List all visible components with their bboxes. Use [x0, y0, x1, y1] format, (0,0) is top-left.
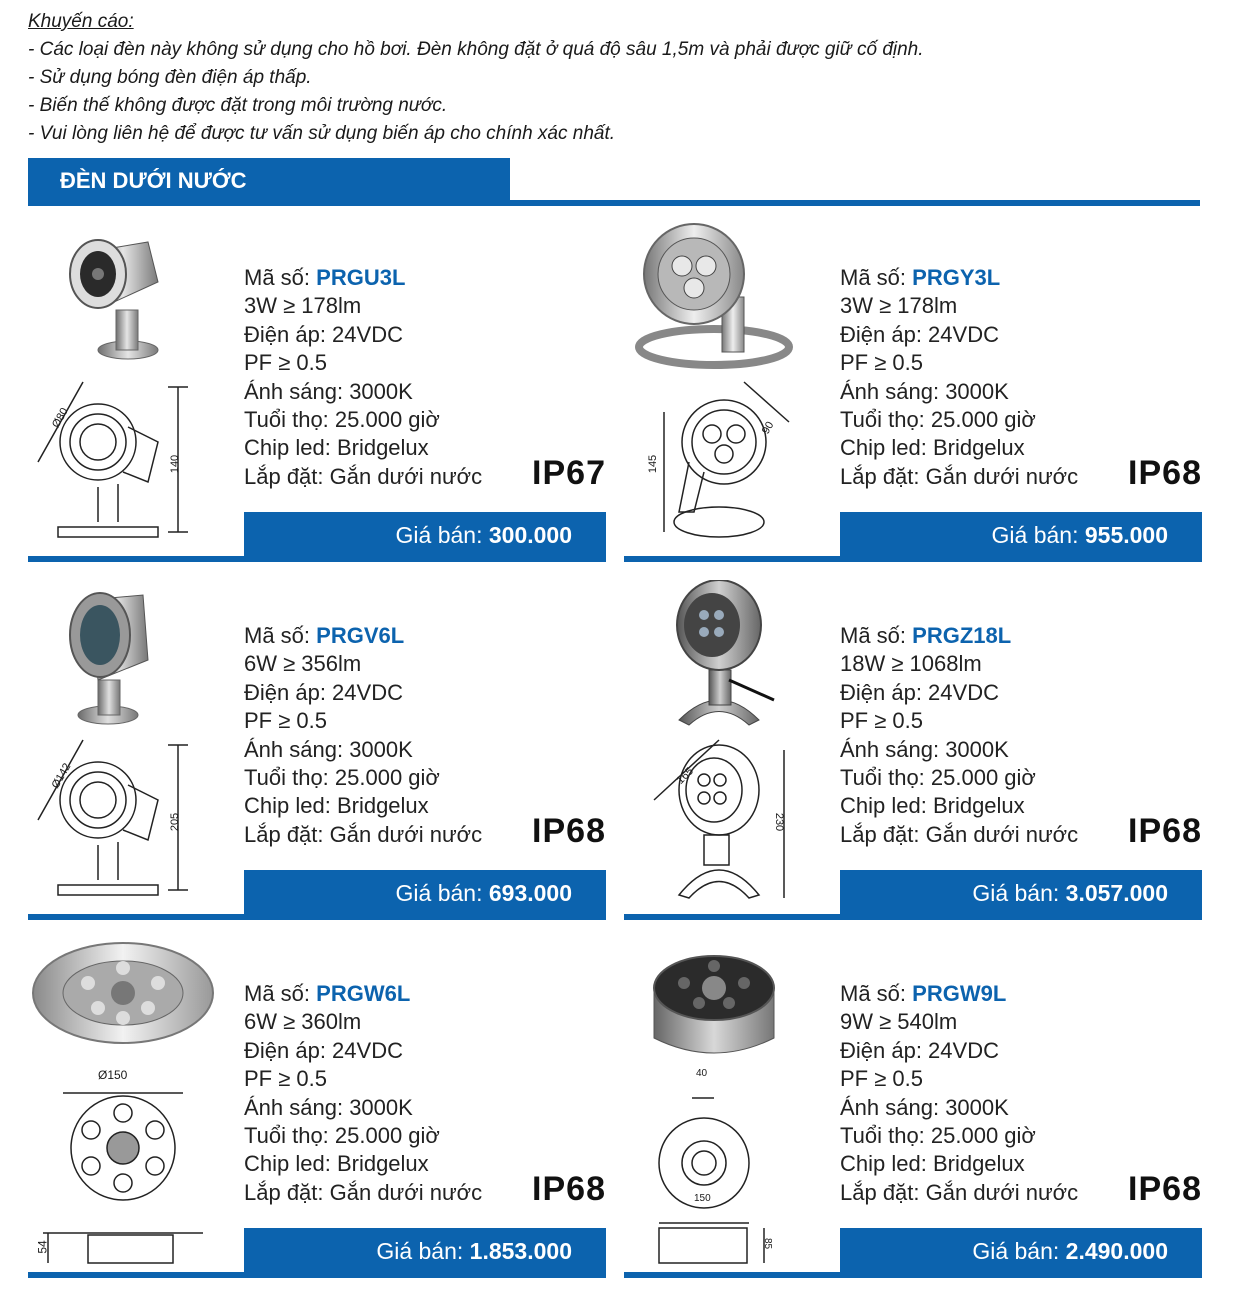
- product-code-row: [244, 264, 482, 292]
- chip-spec: Chip led: Bridgelux: [244, 435, 429, 461]
- product-specs: [840, 980, 1078, 1207]
- product-specs: [840, 264, 1078, 491]
- note-line: - Vui lòng liên hệ để được tư vấn sử dụng biến áp cho chính xác nhất.: [28, 123, 616, 144]
- dimension-label: Ø150: [98, 1068, 128, 1082]
- price-value: 1.853.000: [469, 1238, 572, 1264]
- chip-spec: Chip led: Bridgelux: [840, 1151, 1025, 1177]
- product-code: PRGZ18L: [912, 623, 1012, 648]
- ip-rating: IP68: [1128, 812, 1202, 850]
- price-bar: [244, 512, 606, 558]
- dimension-label: Ø80: [50, 405, 71, 431]
- price-value: 2.490.000: [1065, 1238, 1168, 1264]
- product-specs: [244, 264, 482, 491]
- price-value: 3.057.000: [1065, 880, 1168, 906]
- ip-rating: IP68: [1128, 1170, 1202, 1208]
- price-value: 300.000: [488, 522, 572, 548]
- dimension-label: 165: [674, 765, 696, 787]
- price-label: Giá bán:: [972, 880, 1060, 906]
- power-spec: 9W ≥ 540lm: [840, 1009, 958, 1035]
- pf-spec: PF ≥ 0.5: [244, 350, 327, 376]
- install-spec: Lắp đặt: Gắn dưới nước: [244, 821, 483, 847]
- technical-drawing: [28, 372, 238, 557]
- power-spec: 18W ≥ 1068lm: [840, 651, 982, 677]
- technical-drawing: [624, 1088, 834, 1273]
- code-label: Mã số:: [840, 265, 907, 290]
- section-title: ĐÈN DƯỚI NƯỚC: [28, 158, 510, 200]
- product-code: PRGU3L: [316, 265, 406, 290]
- technical-drawing: [28, 730, 238, 915]
- product-photo: [624, 938, 834, 1088]
- voltage-spec: Điện áp: 24VDC: [244, 321, 403, 347]
- price-bar: [244, 870, 606, 916]
- voltage-spec: Điện áp: 24VDC: [244, 1037, 403, 1063]
- code-label: Mã số:: [244, 623, 311, 648]
- install-spec: Lắp đặt: Gắn dưới nước: [840, 821, 1079, 847]
- dimension-label: 230: [773, 812, 786, 832]
- ip-rating: IP68: [532, 1170, 606, 1208]
- life-spec: Tuổi thọ: 25.000 giờ: [244, 407, 440, 433]
- price-bar: [840, 1228, 1202, 1274]
- ip-rating: IP68: [1128, 454, 1202, 492]
- install-spec: Lắp đặt: Gắn dưới nước: [244, 463, 483, 489]
- technical-drawing: [624, 730, 834, 915]
- card-divider: [28, 1272, 606, 1278]
- voltage-spec: Điện áp: 24VDC: [840, 679, 999, 705]
- code-label: Mã số:: [244, 981, 311, 1006]
- product-card: [624, 580, 1202, 920]
- product-code-row: [840, 264, 1078, 292]
- price-bar: [840, 870, 1202, 916]
- product-photo: [624, 580, 834, 730]
- voltage-spec: Điện áp: 24VDC: [840, 321, 999, 347]
- light-spec: Ánh sáng: 3000K: [840, 378, 1009, 404]
- pf-spec: PF ≥ 0.5: [244, 1066, 327, 1092]
- product-specs: [244, 980, 482, 1207]
- chip-spec: Chip led: Bridgelux: [840, 793, 1025, 819]
- card-divider: [28, 914, 606, 920]
- section-divider: [28, 200, 1200, 206]
- product-photo: [28, 938, 238, 1088]
- light-spec: Ánh sáng: 3000K: [840, 1094, 1009, 1120]
- dimension-label: 54: [35, 1240, 50, 1254]
- price-label: Giá bán:: [991, 522, 1079, 548]
- power-spec: 6W ≥ 356lm: [244, 651, 362, 677]
- price-label: Giá bán:: [395, 880, 483, 906]
- chip-spec: Chip led: Bridgelux: [244, 793, 429, 819]
- dimension-label: 90: [759, 419, 777, 437]
- technical-drawing: [28, 1088, 238, 1273]
- life-spec: Tuổi thọ: 25.000 giờ: [244, 765, 440, 791]
- product-code: PRGW6L: [316, 981, 411, 1006]
- light-spec: Ánh sáng: 3000K: [244, 378, 413, 404]
- light-spec: Ánh sáng: 3000K: [244, 1094, 413, 1120]
- product-photo: [28, 222, 238, 372]
- note-line: - Sử dụng bóng đèn điện áp thấp.: [28, 67, 312, 88]
- pf-spec: PF ≥ 0.5: [840, 1066, 923, 1092]
- life-spec: Tuổi thọ: 25.000 giờ: [840, 407, 1036, 433]
- product-specs: [840, 622, 1078, 849]
- code-label: Mã số:: [840, 623, 907, 648]
- card-divider: [624, 1272, 1202, 1278]
- dimension-label: 145: [647, 454, 660, 474]
- power-spec: 3W ≥ 178lm: [244, 293, 362, 319]
- price-bar: [244, 1228, 606, 1274]
- price-label: Giá bán:: [376, 1238, 464, 1264]
- product-card: [28, 580, 606, 920]
- product-code: PRGW9L: [912, 981, 1007, 1006]
- product-card: [28, 938, 606, 1278]
- install-spec: Lắp đặt: Gắn dưới nước: [244, 1179, 483, 1205]
- notes-title: Khuyến cáo:: [28, 11, 134, 32]
- note-line: - Các loại đèn này không sử dụng cho hồ bơi. Đèn không đặt ở quá độ sâu 1,5m và phải được giữ cố định.: [28, 39, 924, 60]
- install-spec: Lắp đặt: Gắn dưới nước: [840, 1179, 1079, 1205]
- pf-spec: PF ≥ 0.5: [840, 708, 923, 734]
- ip-rating: IP68: [532, 812, 606, 850]
- pf-spec: PF ≥ 0.5: [840, 350, 923, 376]
- life-spec: Tuổi thọ: 25.000 giờ: [244, 1123, 440, 1149]
- product-photo: [624, 222, 834, 372]
- dimension-label: 85: [762, 1237, 774, 1250]
- product-card: [624, 938, 1202, 1278]
- price-label: Giá bán:: [395, 522, 483, 548]
- product-code-row: [244, 980, 482, 1008]
- price-label: Giá bán:: [972, 1238, 1060, 1264]
- voltage-spec: Điện áp: 24VDC: [840, 1037, 999, 1063]
- light-spec: Ánh sáng: 3000K: [840, 736, 1009, 762]
- chip-spec: Chip led: Bridgelux: [840, 435, 1025, 461]
- card-divider: [28, 556, 606, 562]
- dimension-label: Ø142: [49, 761, 74, 791]
- voltage-spec: Điện áp: 24VDC: [244, 679, 403, 705]
- product-card: [28, 222, 606, 562]
- pf-spec: PF ≥ 0.5: [244, 708, 327, 734]
- product-code-row: [244, 622, 482, 650]
- section-header: [28, 158, 1200, 208]
- code-label: Mã số:: [840, 981, 907, 1006]
- product-code-row: [840, 622, 1078, 650]
- ip-rating: IP67: [532, 454, 606, 492]
- light-spec: Ánh sáng: 3000K: [244, 736, 413, 762]
- notes-block: [28, 8, 1128, 148]
- power-spec: 6W ≥ 360lm: [244, 1009, 362, 1035]
- product-specs: [244, 622, 482, 849]
- card-divider: [624, 914, 1202, 920]
- life-spec: Tuổi thọ: 25.000 giờ: [840, 765, 1036, 791]
- product-photo: [28, 580, 238, 730]
- price-value: 955.000: [1084, 522, 1168, 548]
- dimension-label: 150: [694, 1193, 711, 1204]
- card-divider: [624, 556, 1202, 562]
- dimension-label: 140: [169, 454, 182, 474]
- product-code-row: [840, 980, 1078, 1008]
- product-code: PRGY3L: [912, 265, 1001, 290]
- product-card: [624, 222, 1202, 562]
- price-bar: [840, 512, 1202, 558]
- product-code: PRGV6L: [316, 623, 405, 648]
- code-label: Mã số:: [244, 265, 311, 290]
- power-spec: 3W ≥ 178lm: [840, 293, 958, 319]
- dimension-label: 40: [696, 1068, 708, 1079]
- note-line: - Biến thế không được đặt trong môi trường nước.: [28, 95, 448, 116]
- life-spec: Tuổi thọ: 25.000 giờ: [840, 1123, 1036, 1149]
- chip-spec: Chip led: Bridgelux: [244, 1151, 429, 1177]
- dimension-label: 205: [169, 812, 182, 832]
- price-value: 693.000: [488, 880, 572, 906]
- install-spec: Lắp đặt: Gắn dưới nước: [840, 463, 1079, 489]
